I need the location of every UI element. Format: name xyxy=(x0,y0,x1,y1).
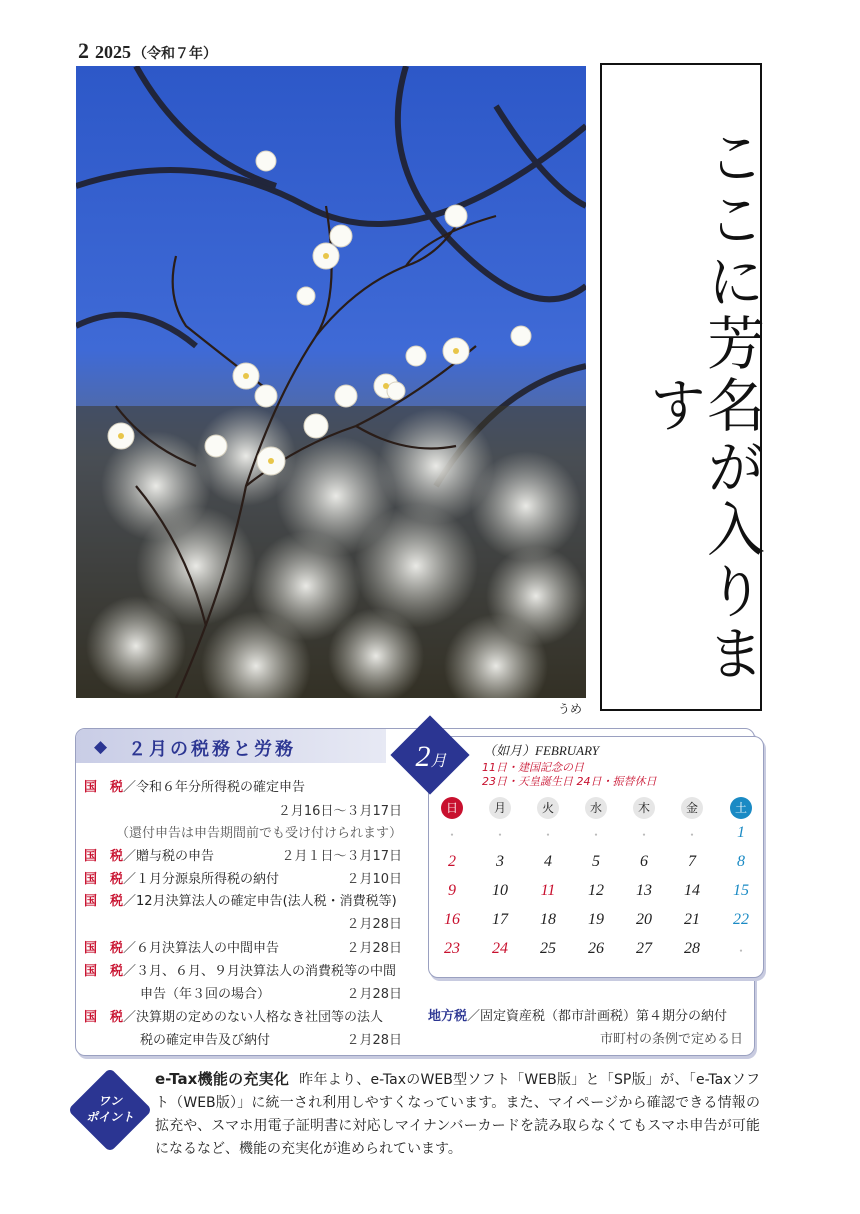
plum-blossom-image xyxy=(76,66,586,698)
tax-item: 国 税／決算期の定めのない人格なき社団等の法人 xyxy=(84,1010,384,1025)
tax-item-cont: 申告（年３回の場合） xyxy=(140,987,271,1002)
tax-item: 国 税／６月決算法人の中間申告 xyxy=(84,941,280,956)
local-tax-item: 地方税／固定資産税（都市計画税）第４期分の納付 xyxy=(428,1009,728,1024)
tax-date: ２月28日 xyxy=(346,941,402,956)
calendar-day: 2 xyxy=(448,853,456,870)
tax-text: １月分源泉所得税の納付 xyxy=(136,872,280,887)
page-header xyxy=(78,38,217,64)
weekday-header: 月 xyxy=(489,797,511,819)
calendar-day: 19 xyxy=(588,911,604,928)
calendar-day: 27 xyxy=(636,940,652,957)
empty-day: ・ xyxy=(685,828,698,842)
calendar-day: 6 xyxy=(640,853,648,870)
calendar-day: 25 xyxy=(540,940,556,957)
calendar-day: 28 xyxy=(684,940,700,957)
one-point-badge-label xyxy=(78,1093,142,1125)
tax-text: 令和６年分所得税の確定申告 xyxy=(136,780,306,795)
tax-note: （還付申告は申告期間前でも受け付けられます） xyxy=(115,826,402,841)
tax-tag: 国 税 xyxy=(84,849,124,864)
photo-caption: うめ xyxy=(558,702,583,716)
tax-item-cont: 税の確定申告及び納付 xyxy=(140,1033,271,1048)
holiday-note: 11日・建国記念の日 xyxy=(482,761,584,774)
tax-date: ２月16日～３月17日 xyxy=(277,804,402,819)
empty-day: ・ xyxy=(637,828,650,842)
calendar-day: 8 xyxy=(737,853,745,870)
tax-tag: 国 税 xyxy=(84,780,124,795)
tax-tag: 国 税 xyxy=(84,872,124,887)
calendar-day: 10 xyxy=(492,882,508,899)
tax-item: 国 税／贈与税の申告 xyxy=(84,849,215,864)
calendar-day: 26 xyxy=(588,940,604,957)
calendar-day: 7 xyxy=(688,853,696,870)
holiday-notes xyxy=(482,761,657,789)
calendar-day: 14 xyxy=(684,882,700,899)
calendar-day: 17 xyxy=(492,911,508,928)
tax-text: 12月決算法人の確定申告(法人税・消費税等) xyxy=(136,894,397,909)
calendar-day: 20 xyxy=(636,911,652,928)
tax-item: 国 税／３月、６月、９月決算法人の消費税等の中間 xyxy=(84,964,397,979)
empty-day: ・ xyxy=(541,828,554,842)
tax-item: 国 税／令和６年分所得税の確定申告 xyxy=(84,780,306,795)
month-number: 2 xyxy=(415,740,431,773)
empty-day: ・ xyxy=(445,828,458,842)
tax-text: ６月決算法人の中間申告 xyxy=(136,941,280,956)
badge-line: ポイント xyxy=(85,1110,134,1124)
weekday-header: 水 xyxy=(585,797,607,819)
tax-item: 国 税／12月決算法人の確定申告(法人税・消費税等) xyxy=(84,894,397,909)
month-name: （如月）FEBRUARY xyxy=(483,743,600,758)
tax-date: ２月28日 xyxy=(346,987,402,1002)
tax-date: ２月１日～３月17日 xyxy=(281,849,402,864)
tax-text: ３月、６月、９月決算法人の消費税等の中間 xyxy=(136,964,397,979)
era: （令和７年） xyxy=(133,47,217,62)
tax-tag: 国 税 xyxy=(84,1010,124,1025)
tax-panel-title: ２月の税務と労務 xyxy=(128,739,296,760)
empty-day: ・ xyxy=(734,944,747,958)
year: 2025 xyxy=(95,42,131,62)
calendar-day: 1 xyxy=(737,824,745,841)
tax-date: ２月10日 xyxy=(346,872,402,887)
calendar-day: 15 xyxy=(733,882,749,899)
calendar-day: 13 xyxy=(636,882,652,899)
empty-day: ・ xyxy=(589,828,602,842)
tax-panel-header xyxy=(76,729,386,763)
empty-day: ・ xyxy=(493,828,506,842)
calendar-day: 4 xyxy=(544,853,552,870)
tax-item: 国 税／１月分源泉所得税の納付 xyxy=(84,872,280,887)
calendar-day: 21 xyxy=(684,911,700,928)
diamond-icon: ◆ xyxy=(94,737,108,757)
one-point-body: 昨年より、e-TaxのWEB型ソフト「WEB版」と「SP版」が、「e-Taxソフト（WEB版）」に統一され利用しやすくなっています。また、マイページから確認できる情報の拡充や、スマホ用電子証明書に対応しマイナンバーカードを読み取らなくてもスマホ申告が可能になるなど、機能の充実化が進められています。 xyxy=(155,1072,760,1157)
tax-date: ２月28日 xyxy=(346,1033,402,1048)
tax-text: 決算期の定めのない人格なき社団等の法人 xyxy=(136,1010,384,1025)
one-point-paragraph xyxy=(155,1068,760,1161)
weekday-header: 火 xyxy=(537,797,559,819)
tax-text: 贈与税の申告 xyxy=(136,849,215,864)
weekday-header: 金 xyxy=(681,797,703,819)
calendar-day: 23 xyxy=(444,940,460,957)
month-badge-label xyxy=(406,740,456,774)
name-placeholder-text: ここに芳名が入ります xyxy=(639,127,765,685)
tax-tag: 国 税 xyxy=(84,894,124,909)
local-tax-date: 市町村の条例で定める日 xyxy=(600,1032,744,1047)
holiday-note: 23日・天皇誕生日 24日・振替休日 xyxy=(482,775,657,788)
tax-date: ２月28日 xyxy=(346,917,402,932)
calendar-day: 24 xyxy=(492,940,508,957)
tax-tag: 国 税 xyxy=(84,964,124,979)
page-number: 2 xyxy=(78,38,89,63)
local-tax-text: 固定資産税（都市計画税）第４期分の納付 xyxy=(480,1009,728,1024)
name-box xyxy=(600,63,765,711)
calendar-day: 11 xyxy=(540,882,556,899)
weekday-header: 土 xyxy=(730,797,752,819)
plum-blossom-photo xyxy=(76,66,586,698)
calendar-day: 9 xyxy=(448,882,456,899)
badge-line: ワン xyxy=(97,1094,122,1108)
month-suffix: 月 xyxy=(430,753,447,770)
weekday-header: 日 xyxy=(441,797,463,819)
calendar-day: 18 xyxy=(540,911,556,928)
calendar-day: 16 xyxy=(444,911,460,928)
weekday-header: 木 xyxy=(633,797,655,819)
one-point-title: e-Tax機能の充実化 xyxy=(155,1070,290,1088)
calendar-day: 22 xyxy=(733,911,749,928)
calendar-day: 12 xyxy=(588,882,604,899)
calendar-day: 3 xyxy=(496,853,504,870)
local-tax-tag: 地方税 xyxy=(428,1009,468,1024)
tax-tag: 国 税 xyxy=(84,941,124,956)
calendar-day: 5 xyxy=(592,853,600,870)
